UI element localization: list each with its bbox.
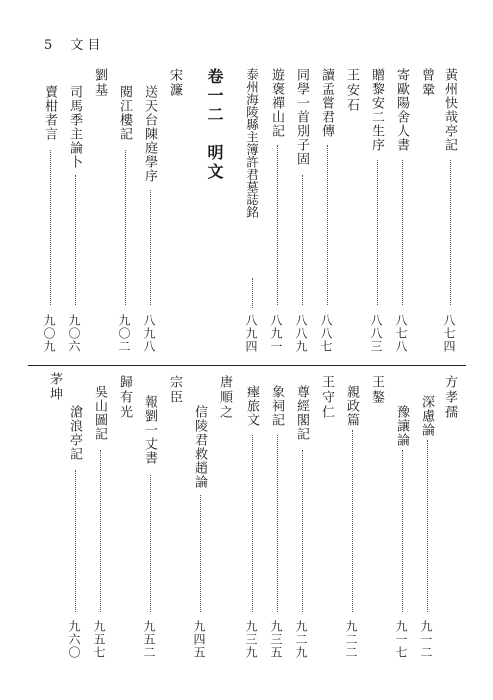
toc-entry-page: 九二二 <box>344 620 358 659</box>
toc-entry-title: 親政篇 <box>344 385 359 427</box>
toc-entry-title: 遊褒禪山記 <box>269 68 284 138</box>
toc-entry-page: 九五七 <box>92 620 106 659</box>
toc-entry-title: 尊經閣記 <box>294 385 309 441</box>
dot-leader <box>277 145 278 305</box>
dot-leader <box>75 175 76 305</box>
dot-leader <box>100 450 101 612</box>
dot-leader <box>352 430 353 612</box>
toc-entry-page: 九〇二 <box>117 314 131 353</box>
toc-entry-page: 九一七 <box>394 620 408 659</box>
author-tang-shunzhi: 唐順之 <box>217 375 232 420</box>
toc-entry-page: 八九四 <box>244 314 258 353</box>
dot-leader <box>302 450 303 612</box>
author-song-lian: 宋濂 <box>167 68 182 98</box>
dot-leader <box>200 495 201 612</box>
dot-leader <box>150 475 151 612</box>
toc-entry-title: 深慮論 <box>419 395 434 437</box>
toc-entry-page: 九四五 <box>192 620 206 659</box>
toc-entry-title: 賣柑者言 <box>42 85 57 141</box>
page-header <box>44 34 104 53</box>
dot-leader <box>277 435 278 612</box>
dot-leader <box>75 470 76 612</box>
toc-entry-page: 九〇六 <box>67 314 81 353</box>
toc-entry-page: 八七八 <box>394 314 408 353</box>
toc-entry-title: 贈黎安二生序 <box>369 68 384 152</box>
section-divider <box>28 365 466 366</box>
author-fang-xiaoru: 方孝孺 <box>442 375 457 420</box>
author-zeng-gong: 曾鞏 <box>419 68 434 98</box>
toc-entry-page: 八九一 <box>269 314 283 353</box>
toc-entry-title: 瘞旅文 <box>244 385 259 427</box>
dot-leader <box>402 450 403 612</box>
dot-leader <box>50 150 51 305</box>
toc-entry-title: 滄浪亭記 <box>67 405 82 461</box>
toc-entry-page: 九五二 <box>142 620 156 659</box>
toc-entry-page: 九三九 <box>244 620 258 659</box>
author-gui-youguang: 歸有光 <box>117 375 132 420</box>
toc-entry-title: 黃州快哉亭記 <box>442 68 457 152</box>
toc-entry-title: 寄歐陽舍人書 <box>394 68 409 152</box>
volume-heading: 卷一二 明文 <box>205 68 224 182</box>
toc-entry-title: 讀孟嘗君傳 <box>319 68 334 138</box>
toc-entry-title: 送天台陳庭學序 <box>142 85 157 183</box>
toc-entry-title: 同學一首別子固 <box>294 68 309 166</box>
toc-entry-page: 八七四 <box>442 314 456 353</box>
dot-leader <box>377 160 378 305</box>
page-label: 文目 <box>70 38 105 53</box>
author-wang-anshi: 王安石 <box>344 68 359 113</box>
dot-leader <box>302 175 303 305</box>
dot-leader <box>427 440 428 612</box>
author-wang-ao: 王鏊 <box>369 375 384 405</box>
toc-entry-title: 象祠記 <box>269 385 284 427</box>
page-number: 5 <box>44 38 57 53</box>
toc-entry-title: 吳山圖記 <box>92 385 107 441</box>
toc-entry-page: 八八九 <box>294 314 308 353</box>
toc-entry-title: 信陵君救趙論 <box>192 405 207 489</box>
dot-leader <box>252 435 253 612</box>
dot-leader <box>150 190 151 305</box>
author-wang-shouren: 王守仁 <box>319 375 334 420</box>
toc-entry-page: 八九八 <box>142 314 156 353</box>
dot-leader <box>252 278 253 308</box>
dot-leader <box>327 145 328 305</box>
toc-entry-page: 九六〇 <box>67 620 81 659</box>
toc-entry-title: 豫讓論 <box>394 405 409 447</box>
toc-entry-title: 報劉一丈書 <box>142 395 157 465</box>
toc-entry-title: 閱江樓記 <box>117 85 132 141</box>
author-zong-chen: 宗臣 <box>167 375 182 405</box>
dot-leader <box>125 150 126 305</box>
toc-entry-page: 九〇九 <box>42 314 56 353</box>
author-liu-ji: 劉基 <box>92 68 107 98</box>
toc-entry-title: 司馬季主論卜 <box>67 85 82 169</box>
toc-entry-page: 九一二 <box>419 620 433 659</box>
toc-entry-page: 九三五 <box>269 620 283 659</box>
author-mao-kun: 茅坤 <box>47 372 62 402</box>
dot-leader <box>450 160 451 305</box>
toc-entry-page: 八八七 <box>319 314 333 353</box>
toc-entry-page: 九二九 <box>294 620 308 659</box>
dot-leader <box>402 160 403 305</box>
toc-entry-title: 泰州海陵縣主簿許君墓誌銘 <box>244 68 260 218</box>
toc-entry-page: 八八三 <box>369 314 383 353</box>
